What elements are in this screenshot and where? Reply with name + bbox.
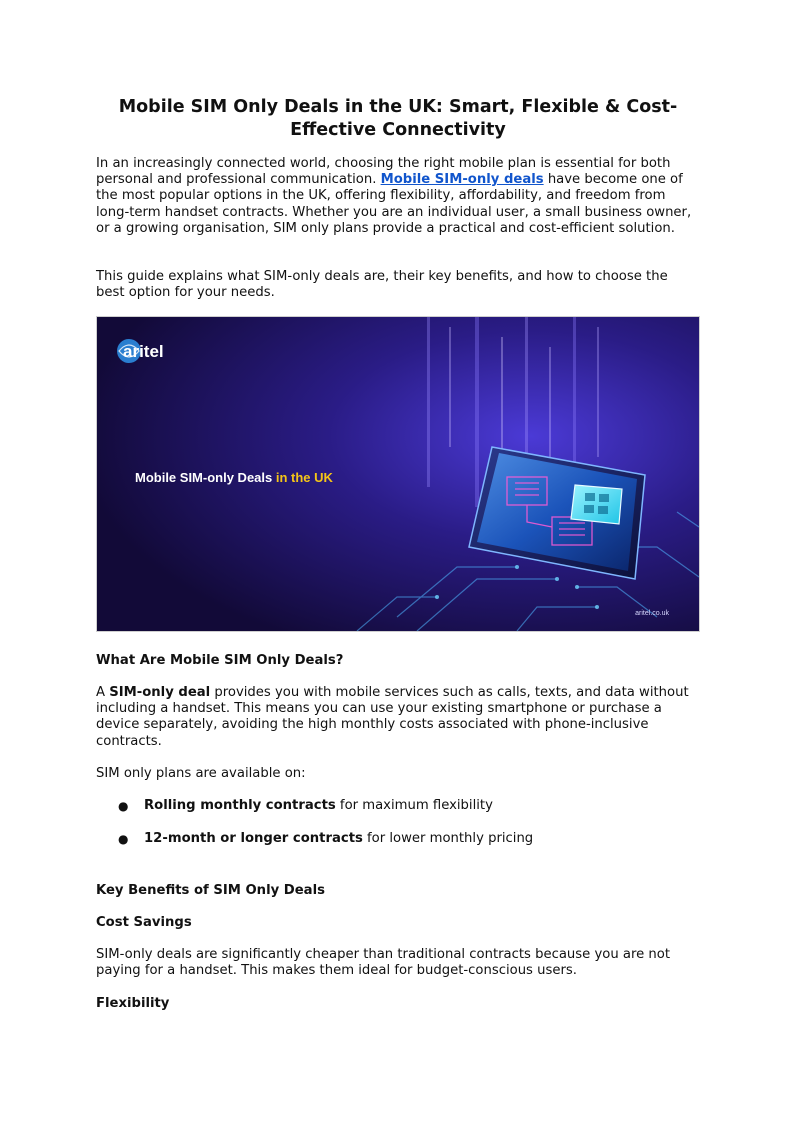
hero-site-url: aritel.co.uk — [635, 610, 669, 617]
sim-chip-icon — [571, 485, 622, 524]
bullet-icon: ● — [118, 799, 129, 813]
list-item-text: for lower monthly pricing — [362, 831, 534, 847]
guide-paragraph: This guide explains what SIM-only deals are, their key benefits, and how to choose the best option for your needs. — [96, 269, 668, 301]
hero-illustration — [97, 317, 699, 631]
page-title: Mobile SIM Only Deals in the UK: Smart, Flexible & Cost-Effective Connectivity — [118, 97, 678, 140]
definition-bold-term: SIM-only deal — [109, 685, 211, 700]
list-item-bold: 12-month or longer contracts — [144, 831, 363, 847]
available-on-paragraph: SIM only plans are available on: — [96, 766, 306, 781]
section-heading-what-are: What Are Mobile SIM Only Deals? — [96, 653, 344, 668]
intro-paragraph — [96, 156, 700, 237]
definition-text: provides you with mobile services such as calls, texts, and data without including a handset. This means you can use your existing smartphone or purchase a device separately, avoiding the high monthly costs associated with phone-inclusive contracts. — [96, 685, 689, 749]
mobile-sim-only-deals-link[interactable]: Mobile SIM-only deals — [380, 172, 544, 188]
hero-headline — [135, 470, 334, 485]
subheading-flexibility: Flexibility — [96, 996, 170, 1011]
logo-wordmark: aritel — [123, 342, 164, 361]
list-item-text: for maximum flexibility — [335, 798, 493, 813]
bullet-icon: ● — [118, 832, 129, 847]
intro-text-end: have become one of the most popular options in the UK, offering flexibility, affordability, and freedom from long-term handset contracts. Whether you are an individual user, a small business owner, or a growing organisation, SIM only plans provide a practical and cost-efficient solution. — [96, 172, 692, 236]
section-heading-key-benefits: Key Benefits of SIM Only Deals — [96, 883, 325, 898]
hero-headline-highlight: in the UK — [275, 470, 333, 485]
list-item-rolling-monthly — [96, 798, 700, 814]
list-item-bold: Rolling monthly contracts — [144, 798, 336, 813]
aritel-logo — [117, 339, 164, 363]
hero-headline-main: Mobile SIM-only Deals — [135, 470, 276, 485]
cost-savings-paragraph: SIM-only deals are significantly cheaper than traditional contracts because you are not paying for a handset. This makes them ideal for budget-conscious users. — [96, 947, 670, 979]
plan-types-list — [96, 798, 700, 847]
list-item-12-month — [96, 831, 700, 847]
subheading-cost-savings: Cost Savings — [96, 915, 192, 930]
hero-banner-image — [96, 316, 700, 632]
sim-only-definition-paragraph — [96, 685, 700, 750]
intro-text-start: In an increasingly connected world, choosing the right mobile plan is essential for both personal and professional communication. — [96, 156, 671, 188]
definition-prefix: A — [96, 685, 110, 700]
